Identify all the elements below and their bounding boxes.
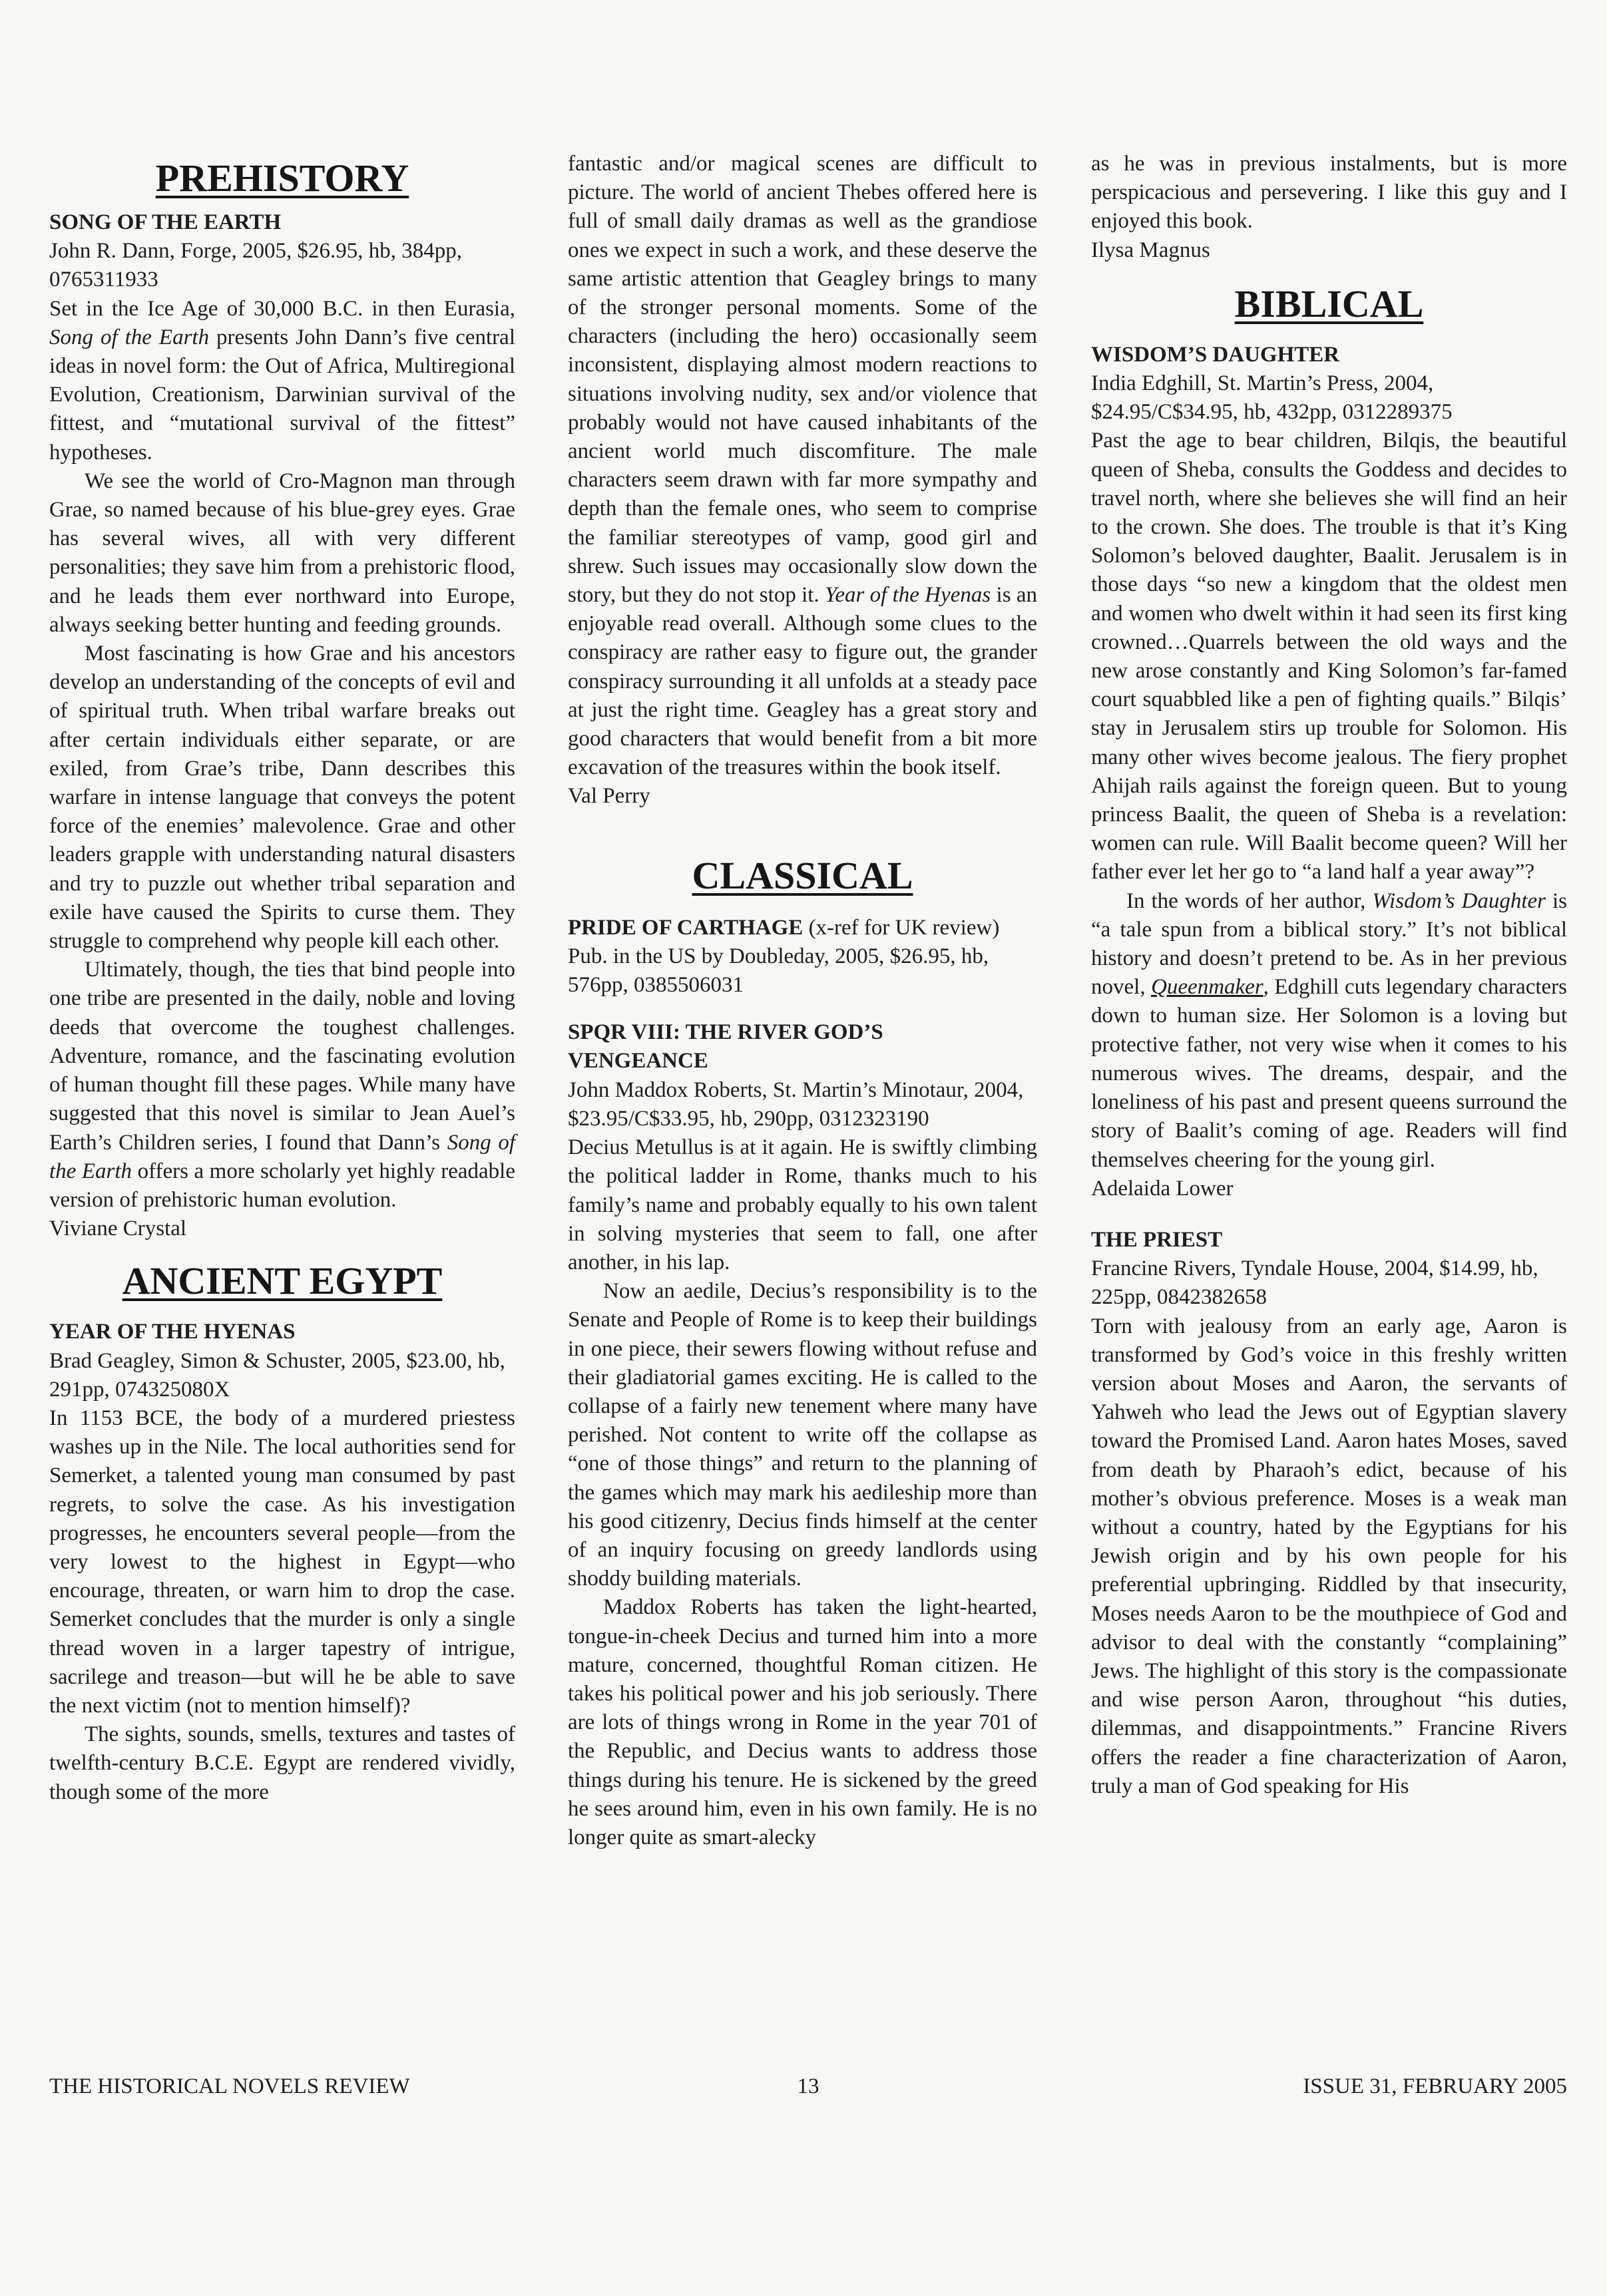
review-pub-info: John R. Dann, Forge, 2005, $26.95, hb, 384pp, 0765311933 bbox=[49, 239, 462, 292]
review-paragraph: Past the age to bear children, Bilqis, the beautiful queen of Sheba, consults the Goddess and decides to travel north, where she believes she will find an heir to the crown. She does. The trouble is that it’s King Solomon’s beloved daughter, Baalit. Jerusalem is in those days “so new a kingdom that the oldest men and women who dwelt within it had seen its first king crowned…Quarrels between the old ways and the new arose constantly and King Solomon’s far-famed court squabbled like a pen of fighting quails.” Bilqis’ stay in Jerusalem stirs up trouble for Solomon. His many other wives become jealous. The fiery prophet Ahijah rails against the foreign queen. But to young princess Baalit, the queen of Sheba is a revelation: women can rule. Will Baalit become queen? Will her father ever let her go to “a land half a year away”? bbox=[1091, 429, 1567, 884]
footer-page-number: 13 bbox=[797, 2074, 819, 2098]
column-left bbox=[49, 150, 515, 1807]
reviewer-name: Viviane Crystal bbox=[49, 1217, 187, 1241]
review-title-year-of-the-hyenas: YEAR OF THE HYENAS bbox=[49, 1320, 296, 1344]
review-paragraph: The sights, sounds, smells, textures and tastes of twelfth-century B.C.E. Egypt are rendered vividly, though some of the more bbox=[49, 1722, 515, 1804]
review-pub-info: Brad Geagley, Simon & Schuster, 2005, $23.00, hb, 291pp, 074325080X bbox=[49, 1348, 505, 1402]
review-paragraph: Set in the Ice Age of 30,000 B.C. in then Eurasia, Song of the Earth presents John Dann’s five central ideas in novel form: the Out of Africa, Multiregional Evolution, Creationism, Darwinian survival of the fittest, and “mutational survival of the fittest” hypotheses. bbox=[49, 296, 515, 465]
review-pub-info: Francine Rivers, Tyndale House, 2004, $14.99, hb, 225pp, 0842382658 bbox=[1091, 1256, 1538, 1310]
review-pub-info: India Edghill, St. Martin’s Press, 2004, $24.95/C$34.95, hb, 432pp, 0312289375 bbox=[1091, 371, 1453, 425]
review-pub-info: Pub. in the US by Doubleday, 2005, $26.95, hb, 576pp, 0385506031 bbox=[568, 944, 989, 998]
reviewer-name: Ilysa Magnus bbox=[1091, 238, 1210, 262]
review-paragraph: In the words of her author, Wisdom’s Daughter is “a tale spun from a biblical story.” It’s not biblical history and doesn’t pretend to be. As in her previous novel, Queenmaker, Edghill cuts legendary characters down to human size. Her Solomon is a loving but protective father, not very wise when it comes to his numerous wives. The dreams, despair, and the loneliness of his past and present queens surround the story of Baalit’s coming of age. Readers will find themselves cheering for the young girl. bbox=[1091, 888, 1568, 1172]
footer-issue-date: ISSUE 31, FEBRUARY 2005 bbox=[1303, 2074, 1567, 2098]
review-paragraph: Torn with jealousy from an early age, Aaron is transformed by God’s voice in this freshly written version about Moses and Aaron, the servants of Yahweh who lead the Jews out of Egyptian slavery toward the Promised Land. Aaron hates Moses, saved from death by Pharaoh’s edict, because of his mother’s obvious preference. Moses is a weak man without a country, hated by the Egyptians for his Jewish origin and by his own people for his preferential upbringing. Riddled by that insecurity, Moses needs Aaron to be the mouthpiece of God and advisor to deal with the constantly “complaining” Jews. The highlight of this story is the compassionate and wise person Aaron, throughout “his duties, dilemmas, and disappointments.” Francine Rivers offers the reader a fine characterization of Aaron, truly a man of God speaking for His bbox=[1091, 1314, 1567, 1798]
reviewer-name: Val Perry bbox=[568, 784, 650, 809]
review-paragraph: Decius Metullus is at it again. He is swiftly climbing the political ladder in Rome, thanks much to his family’s name and probably equally to his own talent in solving mysteries that seem to fall, one after another, in his lap. bbox=[568, 1135, 1037, 1274]
page-footer bbox=[49, 2074, 1567, 2104]
section-heading-biblical: BIBLICAL bbox=[1234, 282, 1424, 325]
review-paragraph: as he was in previous instalments, but is more perspicacious and persevering. I like this guy and I enjoyed this book. bbox=[1091, 152, 1567, 234]
review-paragraph: In 1153 BCE, the body of a murdered priestess washes up in the Nile. The local authorities send for Semerket, a talented young man consumed by past regrets, to solve the case. As his investigation progresses, he encounters several people—from the very lowest to the highest in Egypt—who encourage, threaten, or warn him to drop the case. Semerket concludes that the murder is only a single thread woven in a larger tapestry of intrigue, sacrilege and treason—but will he be able to save the next victim (not to mention himself)? bbox=[49, 1406, 515, 1718]
section-heading-ancient-egypt: ANCIENT EGYPT bbox=[122, 1259, 443, 1303]
review-title-pride-of-carthage: PRIDE OF CARTHAGE (x-ref for UK review) bbox=[568, 915, 1000, 940]
section-heading-classical: CLASSICAL bbox=[692, 853, 913, 897]
reviewer-name: Adelaida Lower bbox=[1091, 1176, 1234, 1201]
review-title-wisdoms-daughter: WISDOM’S DAUGHTER bbox=[1091, 342, 1340, 367]
column-right bbox=[1091, 150, 1567, 1801]
section-heading-prehistory: PREHISTORY bbox=[155, 156, 409, 200]
review-paragraph: fantastic and/or magical scenes are difficult to picture. The world of ancient Thebes offered here is full of small daily dramas as well as the grandiose ones we expect in such a work, and these deserve the same artistic attention that Geagley brings to many of the stronger personal moments. Some of the characters (including the hero) occasionally seem inconsistent, displaying almost modern reactions to situations involving nudity, sex and/or violence that probably would not have caused inhabitants of the ancient world much discomfiture. The male characters seem drawn with far more sympathy and depth than the female ones, who seem to comprise the familiar stereotypes of vamp, good girl and shrew. Such issues may occasionally slow down the story, but they do not stop it. Year of the Hyenas is an enjoyable read overall. Although some clues to the conspiracy are rather easy to figure out, the grander conspiracy surrounding it all unfolds at a steady pace at just the right time. Geagley has a great story and good characters that would benefit from a bit more excavation of the treasures within the book itself. bbox=[568, 152, 1038, 780]
footer-publication-name: THE HISTORICAL NOVELS REVIEW bbox=[49, 2074, 410, 2098]
review-paragraph: We see the world of Cro-Magnon man through Grae, so named because of his blue-grey eyes. Grae has several wives, all with very different personalities; they save him from a prehistoric flood, and he leads them ever northward into Europe, always seeking better hunting and feeding grounds. bbox=[49, 469, 515, 637]
review-paragraph: Now an aedile, Decius’s responsibility is to the Senate and People of Rome is to keep their buildings in one piece, their sewers flowing without refuse and their gladiatorial games exciting. He is called to the collapse of a fairly new tenement where many have perished. Not content to write off the collapse as “one of those things” and return to the planning of the games which may mark his aedileship more than his good citizenry, Decius finds himself at the center of an inquiry focusing on greedy landlords using shoddy building materials. bbox=[568, 1279, 1037, 1591]
review-pub-info: John Maddox Roberts, St. Martin’s Minotaur, 2004, $23.95/C$33.95, hb, 290pp, 0312323190 bbox=[568, 1077, 1024, 1131]
review-title-song-of-the-earth: SONG OF THE EARTH bbox=[49, 210, 282, 234]
review-title-spqr-viii: SPQR VIII: THE RIVER GOD’S VENGEANCE bbox=[568, 1020, 883, 1073]
column-middle bbox=[568, 150, 1037, 1852]
review-paragraph: Maddox Roberts has taken the light-hearted, tongue-in-cheek Decius and turned him into a more mature, concerned, thoughtful Roman citizen. He takes his political power and his job seriously. There are lots of things wrong in Rome in the year 701 of the Republic, and Decius wants to address those things during his tenure. He is sickened by the greed he sees around him, even in his own family. He is no longer quite as smart-alecky bbox=[568, 1595, 1037, 1849]
review-paragraph: Ultimately, though, the ties that bind people into one tribe are presented in the daily, noble and loving deeds that overcome the toughest challenges. Adventure, romance, and the fascinating evolution of human thought fill these pages. While many have suggested that this novel is similar to Jean Auel’s Earth’s Children series, I found that Dann’s Song of the Earth offers a more scholarly yet highly readable version of prehistoric human evolution. bbox=[49, 958, 516, 1212]
review-paragraph: Most fascinating is how Grae and his ancestors develop an understanding of the concepts of evil and of spiritual truth. When tribal warfare breaks out after certain individuals either separate, or are exiled, from Grae’s tribe, Dann describes this warfare in intense language that conveys the potent force of the enemies’ malevolence. Grae and other leaders grapple with understanding natural disasters and try to puzzle out whether tribal separation and exile have caused the Spirits to curse them. They struggle to comprehend why people kill each other. bbox=[49, 642, 515, 954]
review-title-the-priest: THE PRIEST bbox=[1091, 1227, 1223, 1252]
